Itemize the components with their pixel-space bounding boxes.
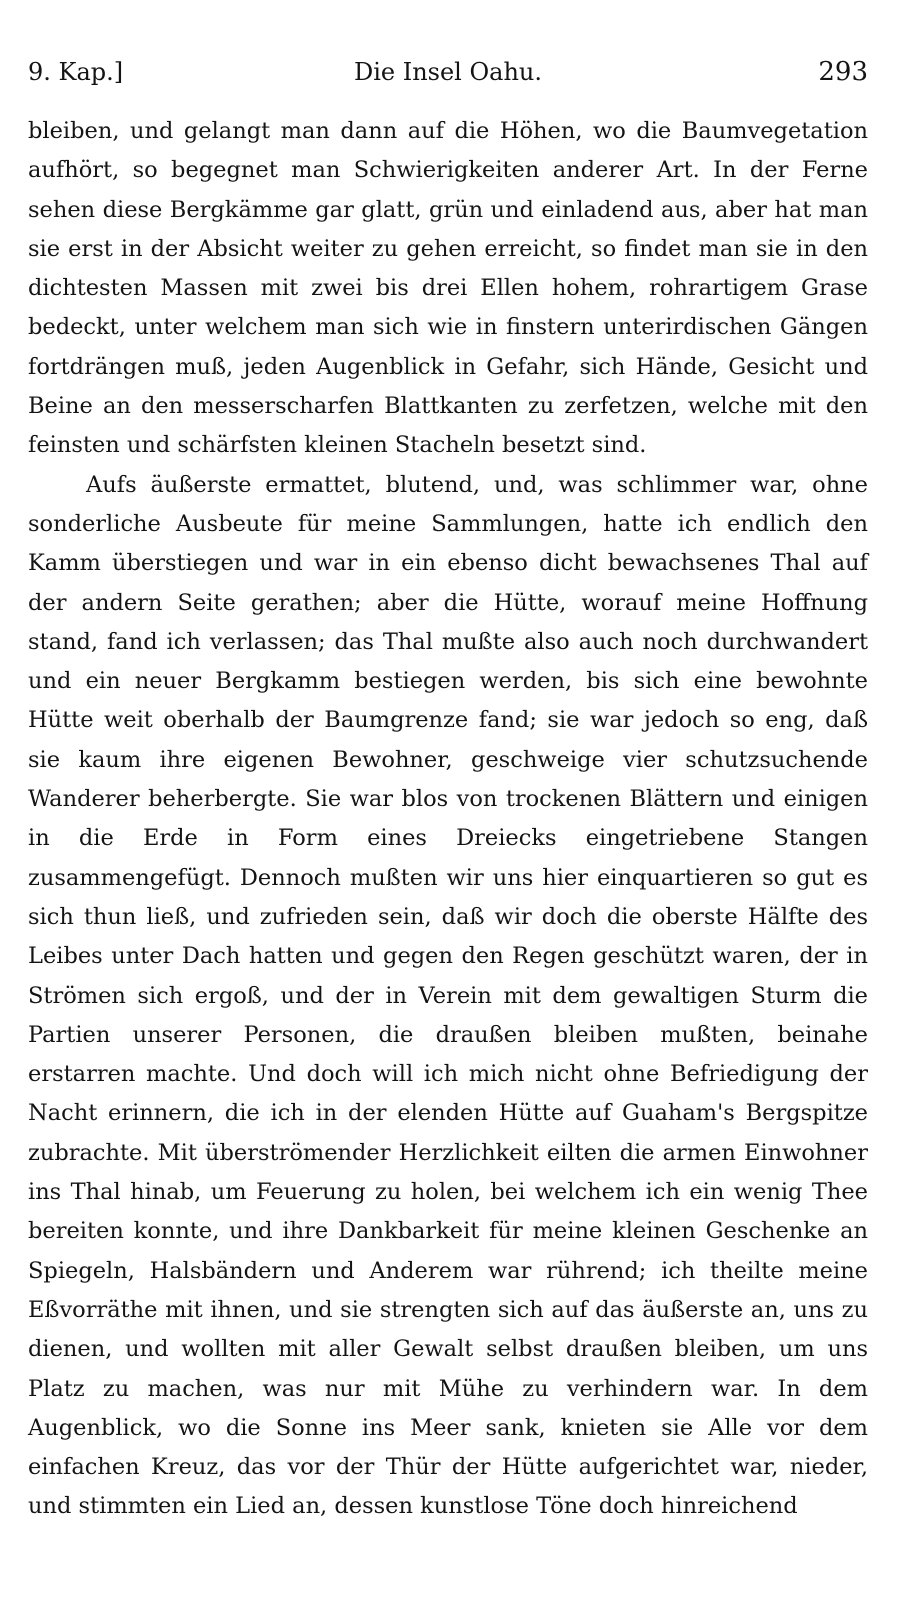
paragraph-continuation: bleiben, und gelangt man dann auf die Höhen, wo die Baumvegetation aufhört, so begegnet man Schwierigkeiten anderer Art. In der Ferne sehen diese Bergkämme gar glatt, grün und einladend aus, aber hat man sie erst in der Absicht weiter zu gehen erreicht, so findet man sie in den dichtesten Massen mit zwei bis drei Ellen hohem, rohrartigem Grase bedeckt, unter welchem man sich wie in finstern unterirdischen Gängen fortdrängen muß, jeden Augenblick in Gefahr, sich Hände, Gesicht und Beine an den messerscharfen Blattkanten zu zerfetzen, welche mit den feinsten und schärfsten kleinen Stacheln besetzt sind.: [28, 118, 868, 459]
paragraph-ermattet: Aufs äußerste ermattet, blutend, und, was schlimmer war, ohne sonderliche Ausbeute für meine Sammlungen, hatte ich endlich den Kamm überstiegen und war in ein ebenso dicht bewachsenes Thal auf der andern Seite gerathen; aber die Hütte, worauf meine Hoffnung stand, fand ich verlassen; das Thal mußte also auch noch durchwandert und ein neuer Bergkamm bestiegen werden, bis sich eine bewohnte Hütte weit oberhalb der Baumgrenze fand; sie war jedoch so eng, daß sie kaum ihre eigenen Bewohner, geschweige vier schutzsuchende Wanderer beherbergte. Sie war blos von trockenen Blättern und einigen in die Erde in Form eines Dreiecks eingetriebene Stangen zusammengefügt. Dennoch mußten wir uns hier einquartieren so gut es sich thun ließ, und zufrieden sein, daß wir doch die oberste Hälfte des Leibes unter Dach hatten und gegen den Regen geschützt waren, der in Strömen sich ergoß, und der in Verein mit dem gewaltigen Sturm die Partien unserer Personen, die draußen bleiben mußten, beinahe erstarren machte. Und doch will ich mich nicht ohne Befriedigung der Nacht erinnern, die ich in der elenden Hütte auf Guaham's Bergspitze zubrachte. Mit überströmender Herzlichkeit eilten die armen Einwohner ins Thal hinab, um Feuerung zu holen, bei welchem ich ein wenig Thee bereiten konnte, und ihre Dankbarkeit für meine kleinen Geschenke an Spiegeln, Halsbändern und Anderem war rührend; ich theilte meine Eßvorräthe mit ihnen, und sie strengten sich auf das äußerste an, uns zu dienen, und wollten mit aller Gewalt selbst draußen bleiben, um uns Platz zu machen, was nur mit Mühe zu verhindern war. In dem Augenblick, wo die Sonne ins Meer sank, knieten sie Alle vor dem einfachen Kreuz, das vor der Thür der Hütte aufgerichtet war, nieder, und stimmten ein Lied an, dessen kunstlose Töne doch hinreichend: [28, 471, 868, 1520]
body-text: [28, 112, 868, 1527]
page-header: [28, 52, 868, 92]
chapter-reference: 9. Kap.]: [28, 58, 124, 86]
running-title: Die Insel Oahu.: [353, 58, 543, 86]
page-number: 293: [818, 57, 868, 87]
